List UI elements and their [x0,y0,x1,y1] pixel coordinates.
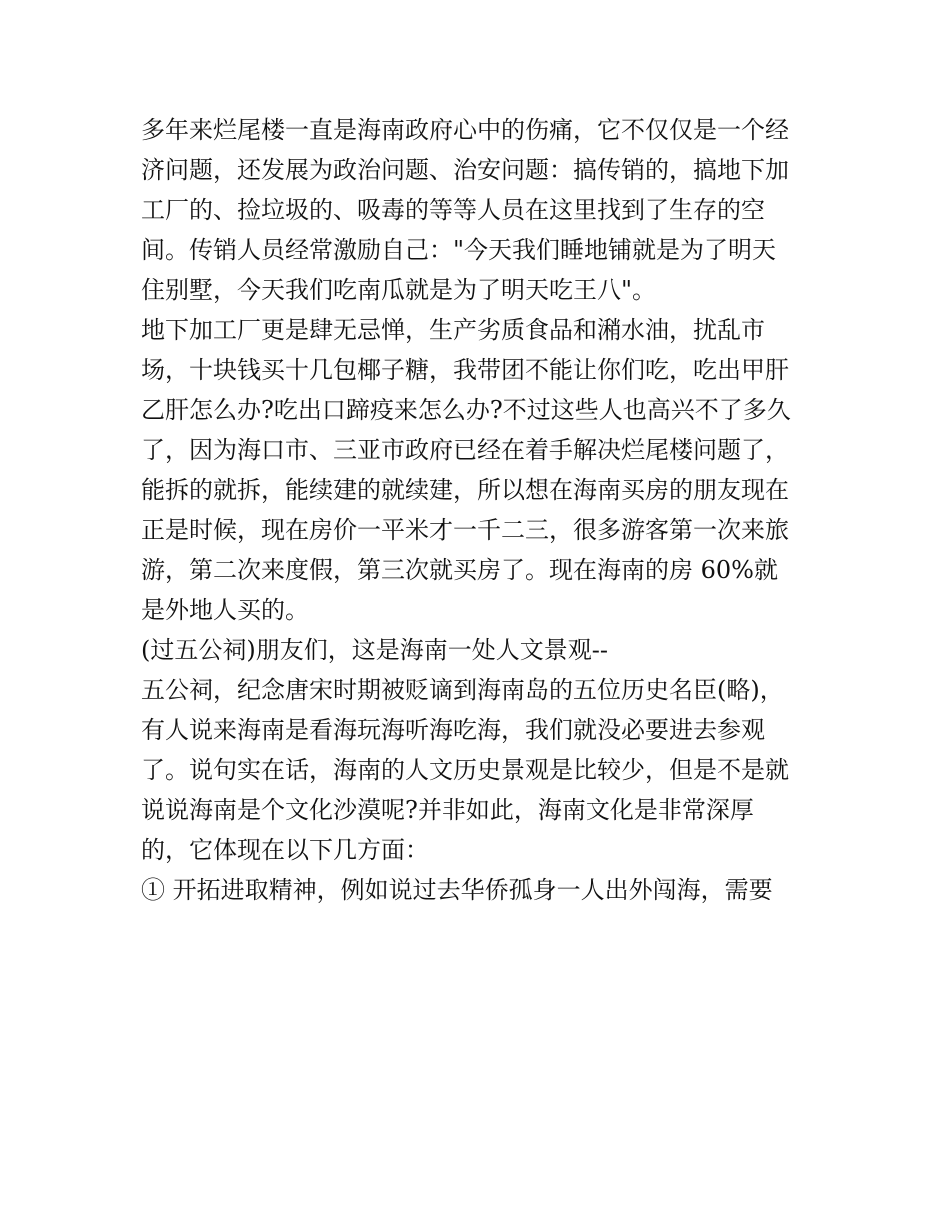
text-line: 五公祠，纪念唐宋时期被贬谪到海南岛的五位历史名臣(略)， [141,676,784,704]
text-line: 住别墅，今天我们吃南瓜就是为了明天吃王八"。 [141,276,657,304]
text-line: 多年来烂尾楼一直是海南政府心中的伤痛，它不仅仅是一个经 [141,116,789,144]
text-line: 能拆的就拆，能续建的就续建，所以想在海南买房的朋友现在 [141,476,789,504]
text-line: 游，第二次来度假，第三次就买房了。现在海南的房 60%就 [141,556,778,584]
text-line: 济问题，还发展为政治问题、治安问题：搞传销的，搞地下加 [141,156,789,184]
text-line: (过五公祠)朋友们，这是海南一处人文景观-- [141,636,608,664]
text-line: 有人说来海南是看海玩海听海吃海，我们就没必要进去参观 [141,716,765,744]
text-line: 乙肝怎么办?吃出口蹄疫来怎么办?不过这些人也高兴不了多久 [141,396,791,424]
text-line: 说说海南是个文化沙漠呢?并非如此，海南文化是非常深厚 [141,796,754,824]
text-line: 正是时候，现在房价一平米才一千二三，很多游客第一次来旅 [141,516,789,544]
body-text [141,110,821,910]
text-line: 间。传销人员经常激励自己："今天我们睡地铺就是为了明天 [141,236,777,264]
text-line: 了，因为海口市、三亚市政府已经在着手解决烂尾楼问题了， [141,436,789,464]
text-line: 的，它体现在以下几方面： [141,836,429,864]
text-line: ① 开拓进取精神，例如说过去华侨孤身一人出外闯海，需要 [141,876,773,904]
text-line: 了。说句实在话，海南的人文历史景观是比较少，但是不是就 [141,756,789,784]
text-line: 地下加工厂更是肆无忌惮，生产劣质食品和潲水油，扰乱市 [141,316,765,344]
text-line: 是外地人买的。 [141,596,309,624]
text-line: 工厂的、捡垃圾的、吸毒的等等人员在这里找到了生存的空 [141,196,765,224]
text-line: 场，十块钱买十几包椰子糖，我带团不能让你们吃，吃出甲肝 [141,356,789,384]
